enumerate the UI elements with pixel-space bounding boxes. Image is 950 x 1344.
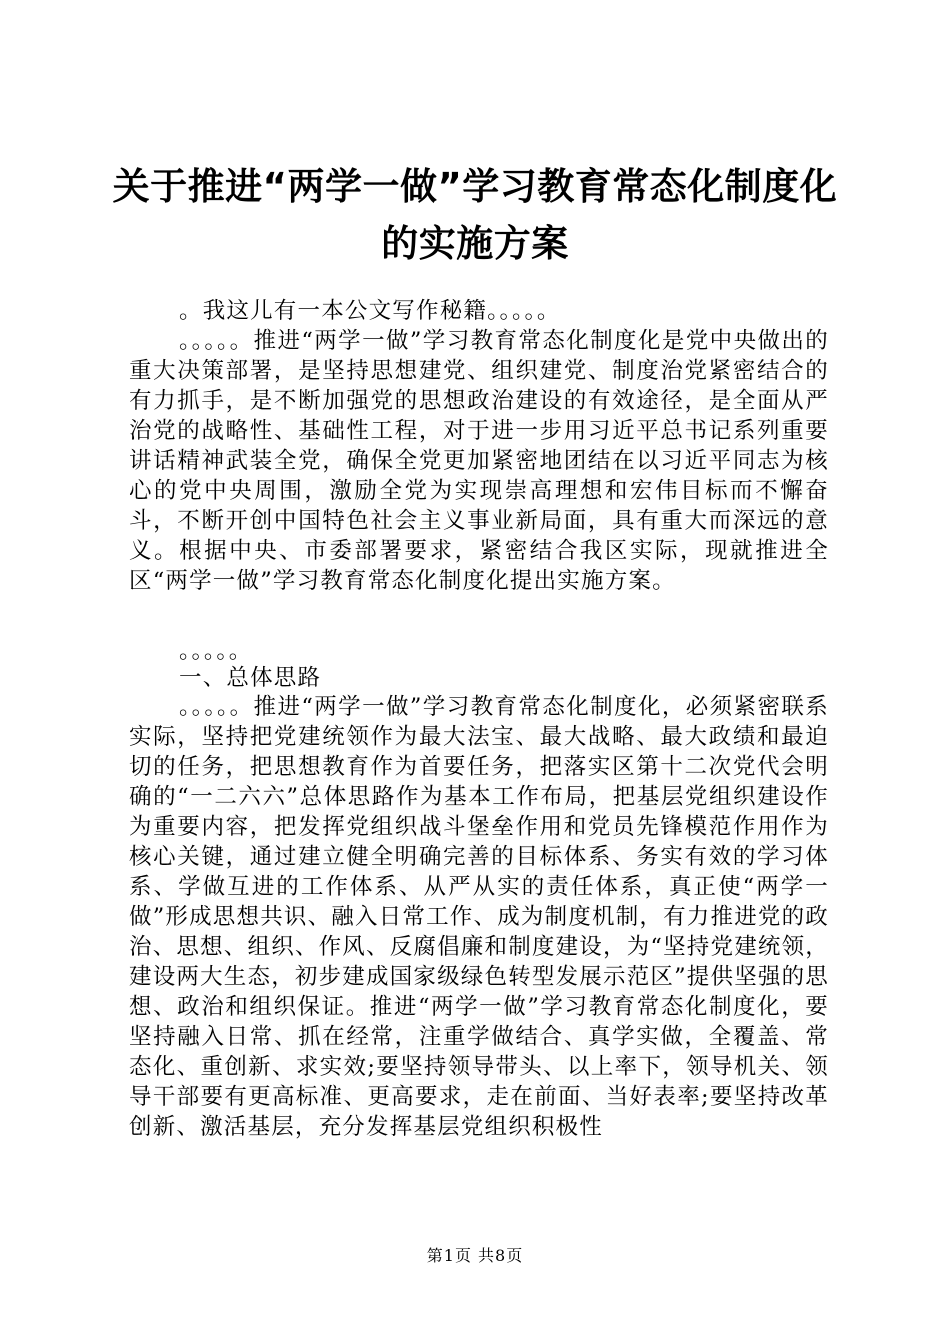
- document-title-line2: 的实施方案: [381, 222, 569, 265]
- document-title-line1: 关于推进“两学一做”学习教育常态化制度化: [112, 165, 838, 208]
- dots-line: 。。。。。: [179, 638, 253, 664]
- paragraph-2: 。。。。。推进“两学一做”学习教育常态化制度化，必须紧密联系实际，坚持把党建统领作为最大法宝、最大战略、最大政绩和最迫切的任务，把思想教育作为首要任务，把落实区第十二次党代会明确的“一二六六”总体思路作为基本工作布局，把基层党组织建设作为重要内容，把发挥党组织战斗堡垒作用和党员先锋模范作用作为核心关键，通过建立健全明确完善的目标体系、务实有效的学习体系、学做互进的工作体系、从严从实的责任体系，真正使“两学一做”形成思想共识、融入日常工作、成为制度机制，有力推进党的政治、思想、组织、作风、反腐倡廉和制度建设，为“坚持党建统领，建设两大生态，初步建成国家级绿色转型发展示范区”提供坚强的思想、政治和组织保证。推进“两学一做”学习教育常态化制度化，要坚持融入日常、抓在经常，注重学做结合、真学实做，全覆盖、常态化、重创新、求实效;要坚持领导带头、以上率下，领导机关、领导干部要有更高标准、更高要求，走在前面、当好表率;要坚持改革创新、激活基层，充分发挥基层党组织积极性: [129, 694, 830, 1140]
- intro-line: 。我这儿有一本公文写作秘籍。。。。。: [179, 298, 561, 324]
- paragraph-1: 。。。。。推进“两学一做”学习教育常态化制度化是党中央做出的重大决策部署，是坚持思想建党、组织建党、制度治党紧密结合的有力抓手，是不断加强党的思想政治建设的有效途径，是全面从严治党的战略性、基础性工程，对于进一步用习近平总书记系列重要讲话精神武装全党，确保全党更加紧密地团结在以习近平同志为核心的党中央周围，激励全党为实现崇高理想和宏伟目标而不懈奋斗，不断开创中国特色社会主义事业新局面，具有重大而深远的意义。根据中央、市委部署要求，紧密结合我区实际，现就推进全区“两学一做”学习教育常态化制度化提出实施方案。: [129, 328, 829, 594]
- section-heading-1: 一、总体思路: [179, 665, 322, 691]
- page-footer: 第1页 共8页: [426, 1246, 524, 1265]
